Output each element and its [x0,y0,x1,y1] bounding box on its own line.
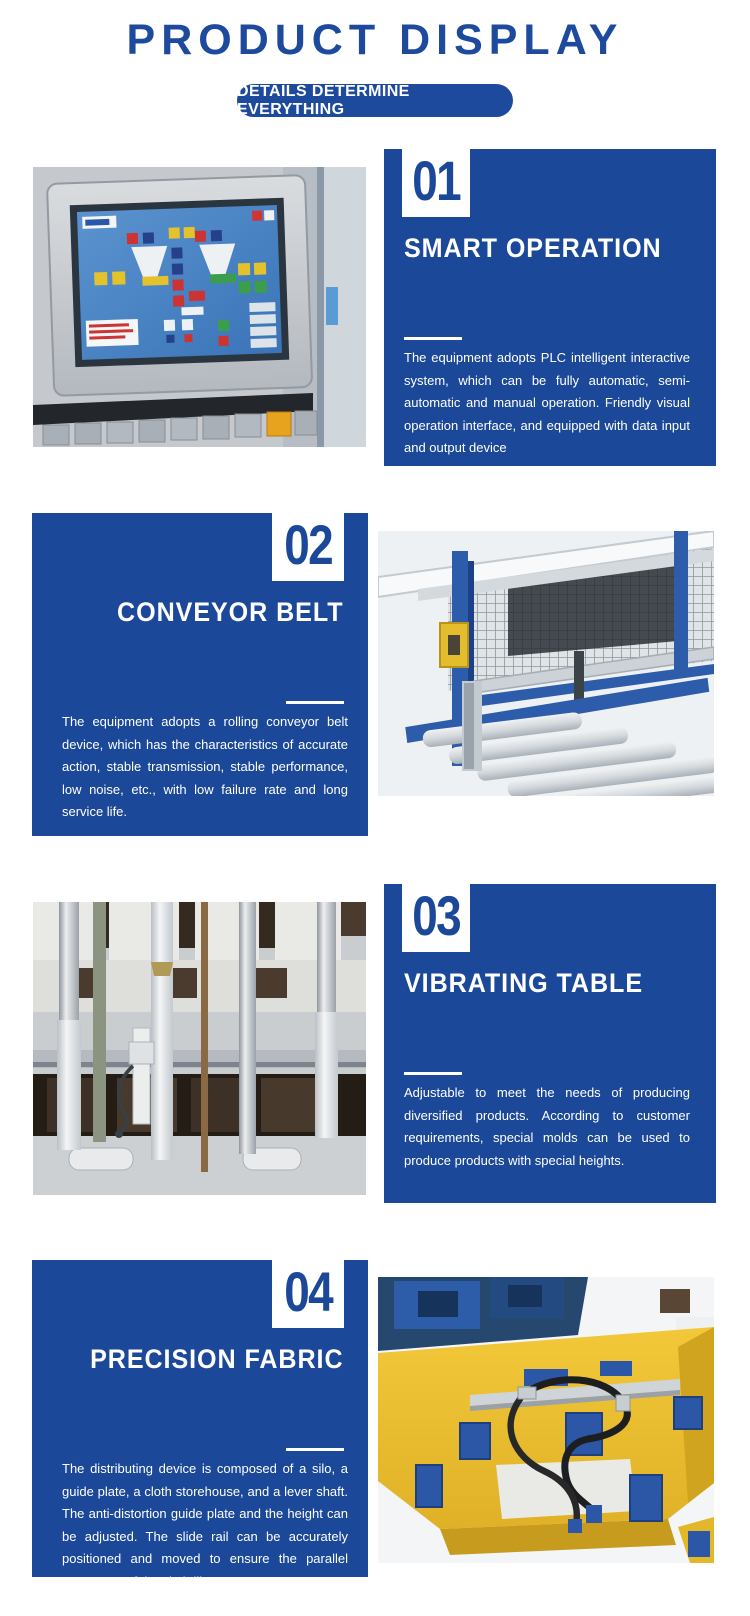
section-description: The equipment adopts PLC intelligent interactive system, which can be fully automatic, semi-automatic and manual operation. Friendly visual operation interface, and equipped with data input and output device [404,350,690,455]
section-number-badge [402,884,470,952]
section-panel-01 [384,149,716,466]
divider-line [286,701,344,704]
section-panel-02 [32,513,368,836]
section-number: 02 [284,513,332,576]
section-number-badge [272,1260,344,1328]
divider-line [404,337,462,340]
product-photo-smart-operation [33,167,366,447]
section-title: PRECISION FABRIC [90,1344,344,1374]
distributing-device-illustration [378,1277,714,1563]
section-number-badge [272,513,344,581]
product-photo-vibrating-table [33,902,366,1195]
section-title: CONVEYOR BELT [117,597,344,627]
divider-line [404,1072,462,1075]
plc-control-panel-illustration [33,167,366,447]
section-number-badge [402,149,470,217]
product-photo-conveyor-belt [378,531,714,796]
section-number: 03 [412,884,460,947]
section-title: SMART OPERATION [404,233,662,263]
tagline-text: DETAILS DETERMINE EVERYTHING [237,82,410,118]
divider-line [286,1448,344,1451]
section-description: The equipment adopts a rolling conveyor belt device, which has the characteristics of accurate action, stable transmission, stable performance, low noise, etc., with low failure rate and long service life. [62,714,348,819]
section-number: 04 [284,1260,332,1323]
product-photo-precision-fabric [378,1277,714,1563]
page-title: PRODUCT DISPLAY [126,16,624,64]
tagline-badge [237,84,513,117]
section-description: The distributing device is composed of a silo, a guide plate, a cloth storehouse, and a lever shaft. The anti-distortion guide plate and the height can be adjusted. The slide rail can be accurately positioned and moved to ensure the parallel movement of the cloth library [62,1461,348,1589]
section-number: 01 [412,149,460,212]
section-title: VIBRATING TABLE [404,968,644,998]
section-panel-04 [32,1260,368,1589]
vibrating-table-illustration [33,902,366,1195]
section-panel-03 [384,884,716,1203]
section-description: Adjustable to meet the needs of producing diversified products. According to customer requirements, special molds can be used to produce products with special heights. [404,1085,690,1168]
conveyor-illustration [378,531,714,796]
